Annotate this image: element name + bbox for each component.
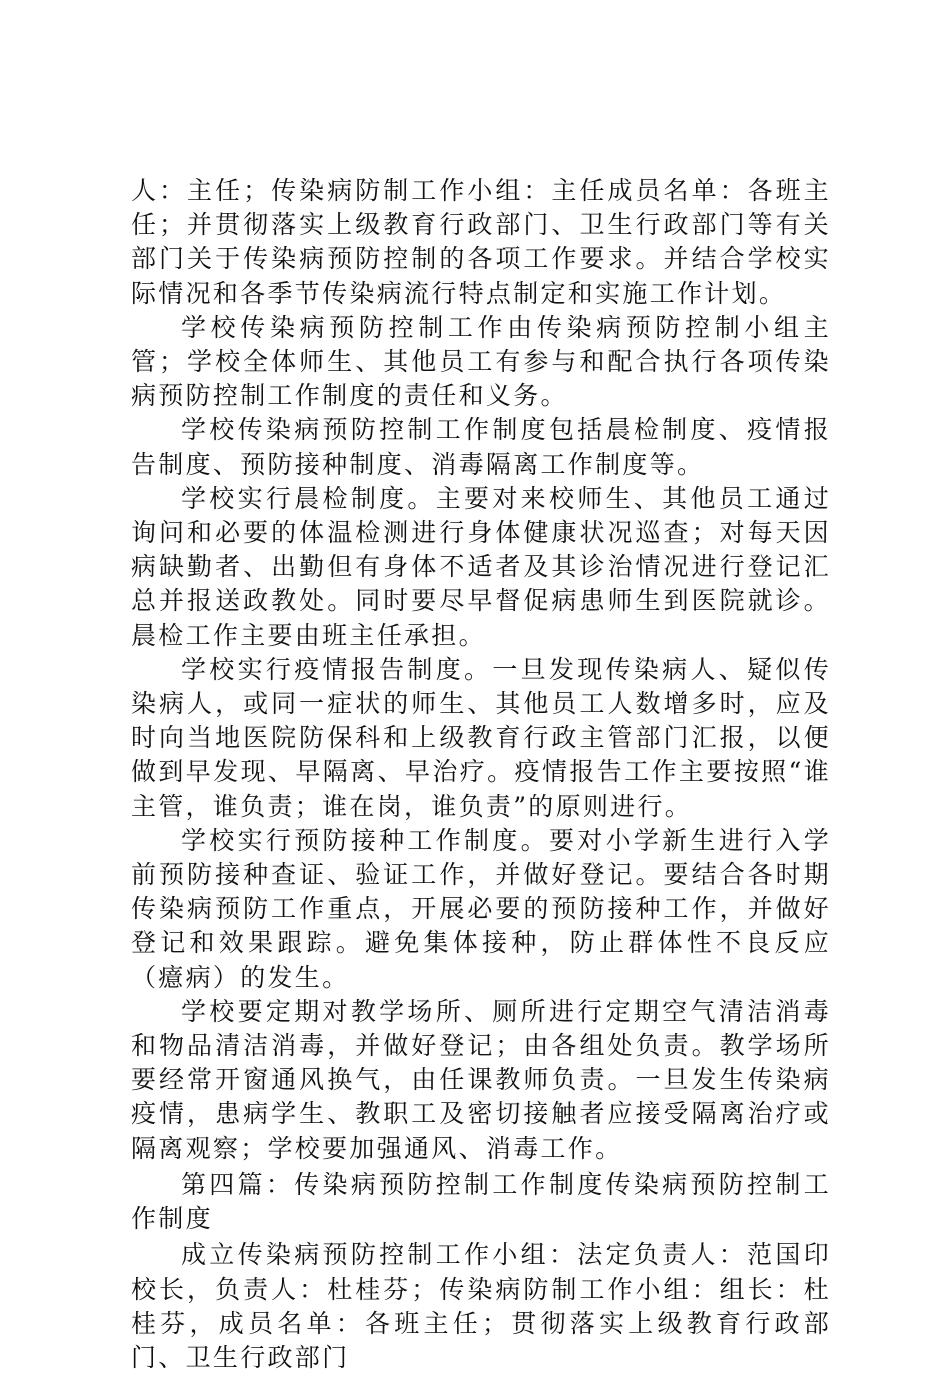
paragraph-continuation: 人：主任；传染病防制工作小组：主任成员名单：各班主任；并贯彻落实上级教育行政部门、卫生行政部门等有关部门关于传染病预防控制的各项工作要求。并结合学校实际情况和各季节传染病流行特点制定和实施工作计划。 [131,176,831,308]
paragraph: 学校实行晨检制度。主要对来校师生、其他员工通过询问和必要的体温检测进行身体健康状况巡查；对每天因病缺勤者、出勤但有身体不适者及其诊治情况进行登记汇总并报送政教处。同时要尽早督促病患师生到医院就诊。晨检工作主要由班主任承担。 [131,483,831,650]
paragraph: 学校实行预防接种工作制度。要对小学新生进行入学前预防接种查证、验证工作，并做好登记。要结合各时期传染病预防工作重点，开展必要的预防接种工作，并做好登记和效果跟踪。避免集体接种，防止群体性不良反应（癔病）的发生。 [131,825,831,992]
paragraph: 学校传染病预防控制工作制度包括晨检制度、疫情报告制度、预防接种制度、消毒隔离工作制度等。 [131,415,831,479]
section-heading: 第四篇：传染病预防控制工作制度传染病预防控制工作制度 [131,1169,831,1234]
paragraph: 学校实行疫情报告制度。一旦发现传染病人、疑似传染病人，或同一症状的师生、其他员工人数增多时，应及时向当地医院防保科和上级教育行政主管部门汇报，以便做到早发现、早隔离、早治疗。疫情报告工作主要按照“谁主管，谁负责；谁在岗，谁负责”的原则进行。 [131,654,831,821]
paragraph: 学校传染病预防控制工作由传染病预防控制小组主管；学校全体师生、其他员工有参与和配合执行各项传染病预防控制工作制度的责任和义务。 [131,312,831,411]
paragraph: 学校要定期对教学场所、厕所进行定期空气清洁消毒和物品清洁消毒，并做好登记；由各组处负责。教学场所要经常开窗通风换气，由任课教师负责。一旦发生传染病疫情，患病学生、教职工及密切接触者应接受隔离治疗或隔离观察；学校要加强通风、消毒工作。 [131,996,831,1163]
paragraph: 成立传染病预防控制工作小组：法定负责人：范国印校长，负责人：杜桂芬；传染病防制工作小组：组长：杜桂芬，成员名单：各班主任；贯彻落实上级教育行政部门、卫生行政部门 [131,1240,831,1372]
document-body [131,174,831,1375]
